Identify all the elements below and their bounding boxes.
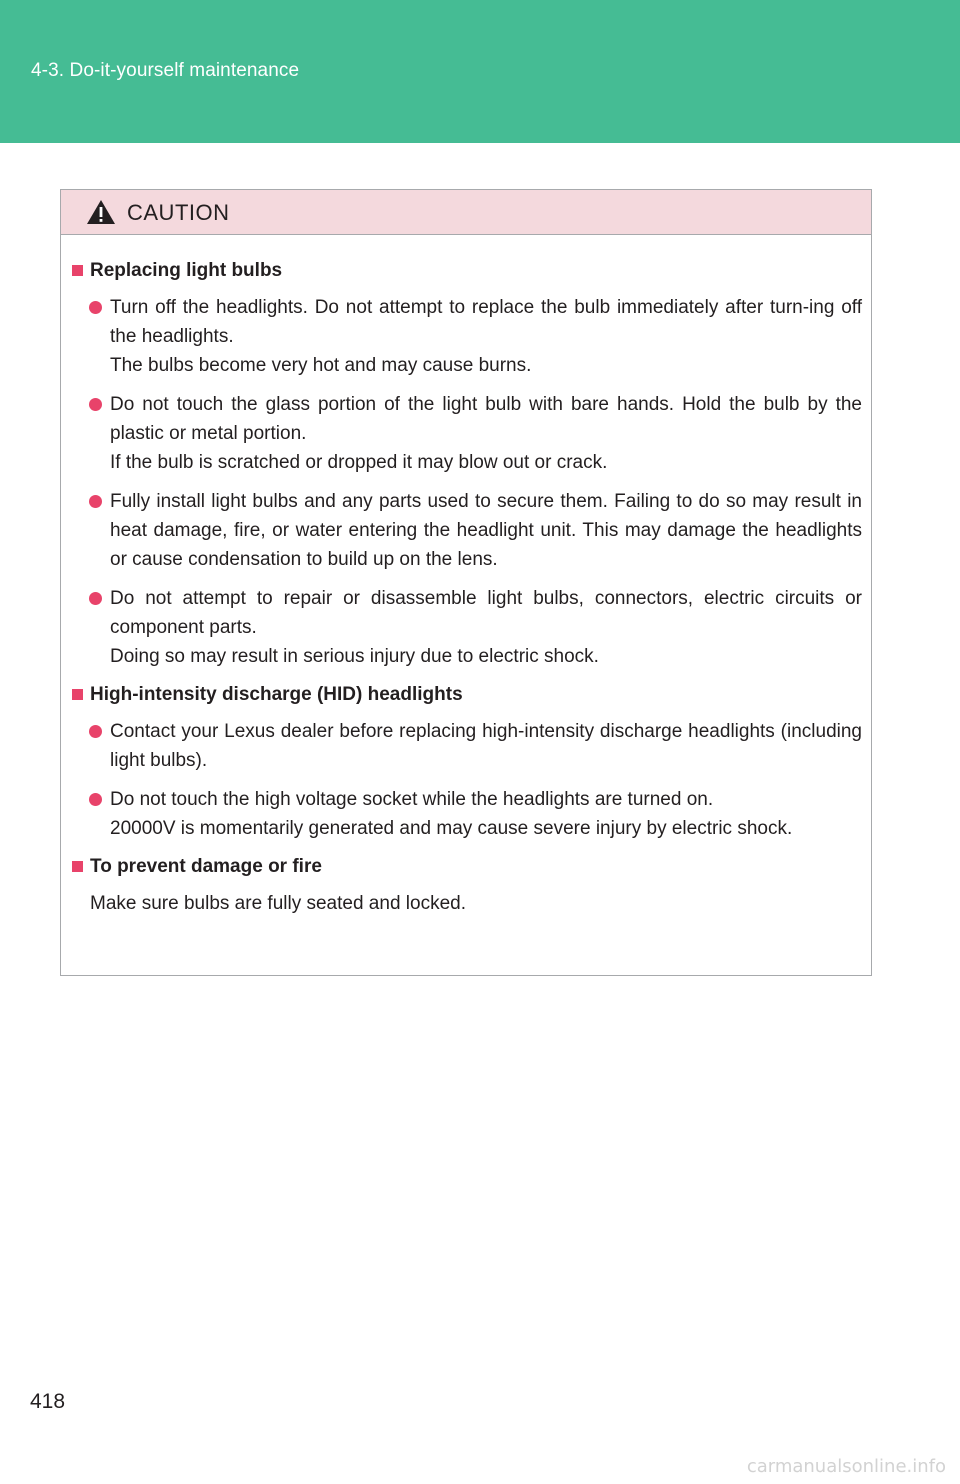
bullet-text: Fully install light bulbs and any parts used to secure them. Failing to do so may result in heat damage, fire, or water entering the headlight unit. This may damage the headlights or cause condensation to build up on the lens. <box>110 491 862 570</box>
page-number: 418 <box>30 1390 66 1413</box>
bullet-text: Turn off the headlights. Do not attempt to replace the bulb immediately after turn-ing off the headlights. <box>110 297 862 347</box>
round-bullet-icon <box>89 398 102 411</box>
bullet-text: Do not touch the high voltage socket while the headlights are turned on. <box>110 789 714 810</box>
bullet-item <box>89 487 862 574</box>
square-bullet-icon <box>72 861 83 872</box>
square-bullet-icon <box>72 265 83 276</box>
bullet-item <box>89 390 862 477</box>
header-band <box>0 0 960 143</box>
caution-label: CAUTION <box>127 200 230 225</box>
section-heading <box>72 853 862 881</box>
section-text: Make sure bulbs are fully seated and locked. <box>90 893 466 914</box>
square-bullet-icon <box>72 689 83 700</box>
section-heading-text: To prevent damage or fire <box>90 856 322 877</box>
section-title: 4-3. Do-it-yourself maintenance <box>31 60 300 81</box>
bullet-text: Do not attempt to repair or disassemble light bulbs, connectors, electric circuits or component parts. <box>110 588 862 638</box>
bullet-item <box>89 785 862 843</box>
section-heading <box>72 257 862 285</box>
caution-box <box>60 189 872 976</box>
round-bullet-icon <box>89 592 102 605</box>
section-heading <box>72 681 862 709</box>
bullet-text: Contact your Lexus dealer before replacing high-intensity discharge headlights (including light bulbs). <box>110 721 862 771</box>
section-heading-text: Replacing light bulbs <box>90 260 283 281</box>
bullet-text: If the bulb is scratched or dropped it may blow out or crack. <box>110 452 608 473</box>
watermark: carmanualsonline.info <box>746 1456 946 1477</box>
round-bullet-icon <box>89 793 102 806</box>
bullet-text: The bulbs become very hot and may cause burns. <box>110 355 532 376</box>
warning-triangle-icon <box>86 199 116 225</box>
caution-header <box>61 190 871 235</box>
bullet-item <box>89 293 862 380</box>
round-bullet-icon <box>89 301 102 314</box>
bullet-text: Doing so may result in serious injury due to electric shock. <box>110 646 599 667</box>
round-bullet-icon <box>89 725 102 738</box>
section-heading-text: High-intensity discharge (HID) headlights <box>90 684 463 705</box>
caution-body <box>61 235 871 918</box>
bullet-item <box>89 584 862 671</box>
bullet-item <box>89 717 862 775</box>
bullet-text: Do not touch the glass portion of the light bulb with bare hands. Hold the bulb by the plastic or metal portion. <box>110 394 862 444</box>
bullet-text: 20000V is momentarily generated and may cause severe injury by electric shock. <box>110 818 793 839</box>
round-bullet-icon <box>89 495 102 508</box>
